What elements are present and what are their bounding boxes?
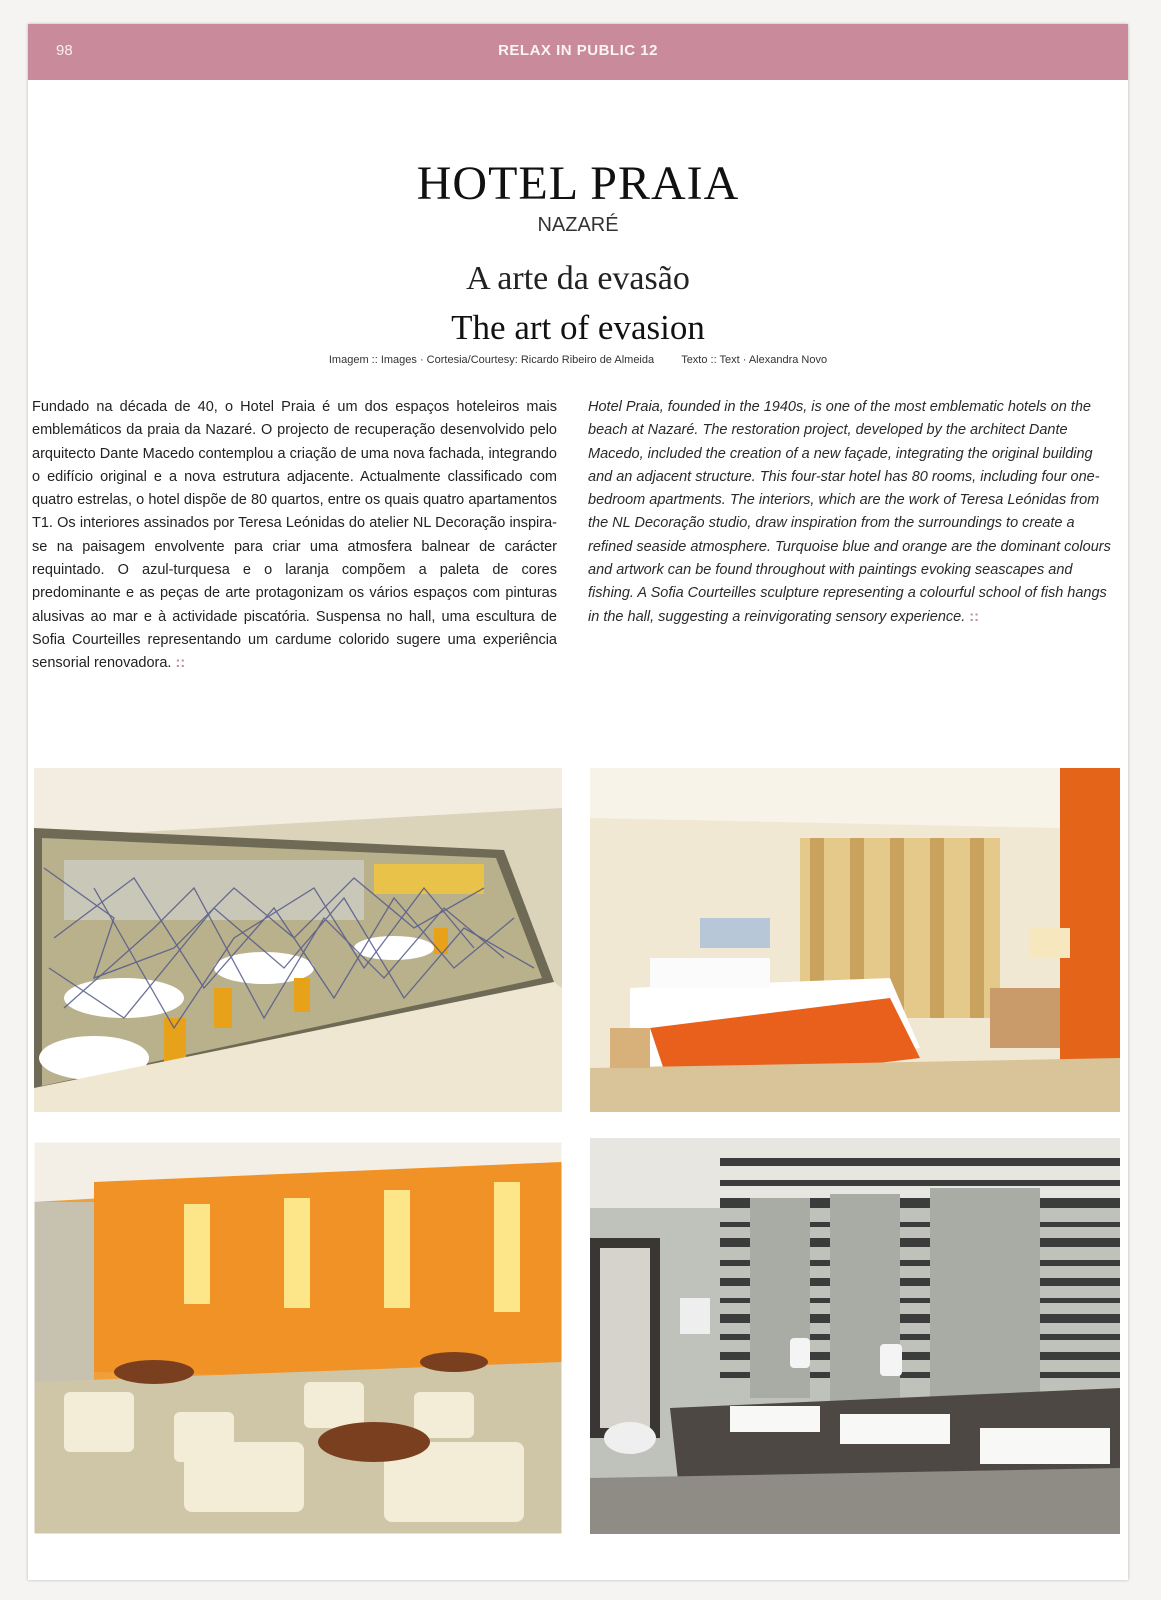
end-mark-en: :: <box>969 608 979 625</box>
body-en-text: Hotel Praia, founded in the 1940s, is one of the most emblematic hotels on the beach at Nazaré. The restoration project, developed by the architect Dante Macedo, included the creation of a new façade, integrating the original building and an adjacent structure. This four-star hotel has 80 rooms, including four one-bedroom apartments. The interiors, which are the work of Teresa Leónidas from the NL Decoração studio, draw inspiration from the surroundings to create a refined seaside atmosphere. Turquoise blue and orange are the dominant colours and artwork can be found throughout with paintings evoking seascapes and fishing. A Sofia Courteilles sculpture representing a colourful school of fish hangs in the hall, suggesting a reinvigorating sensory experience. <box>588 399 1111 625</box>
text-credits: Texto :: Text · Alexandra Novo <box>681 354 828 366</box>
magazine-page <box>28 24 1128 1580</box>
lounge-photo <box>34 1142 562 1534</box>
bathroom-photo <box>590 1138 1120 1534</box>
section-title: RELAX IN PUBLIC 12 <box>498 42 658 59</box>
body-text-english <box>588 396 1120 629</box>
body-pt-text: Fundado na década de 40, o Hotel Praia é um dos espaços hoteleiros mais emblemáticos da praia da Nazaré. O projecto de recuperação desenvolvido pelo arquitecto Dante Macedo contemplou a criação de uma nova fachada, integrando o edifício original e a nova estrutura adjacente. Actualmente classificado com quatro estrelas, o hotel dispõe de 80 quartos, entre os quais quatro apartamentos T1. Os interiores assinados por Teresa Leónidas do atelier NL Decoração inspira-se na paisagem envolvente para criar uma atmosfera balnear de carácter requintado. O azul-turquesa e o laranja compõem a paleta de cores predominante e as peças de arte protagonizam os vários espaços com pinturas alusivas ao mar e à actividade piscatória. Suspensa no hall, uma escultura de Sofia Courteilles representando um cardume colorido sugere uma experiência sensorial renovadora. <box>32 399 557 672</box>
bedroom-photo <box>590 768 1120 1112</box>
credits-line <box>28 354 1128 366</box>
body-text-portuguese <box>32 396 557 676</box>
subtitle-english: The art of evasion <box>451 308 705 347</box>
end-mark-pt: :: <box>175 655 186 672</box>
header-bar <box>28 24 1128 80</box>
article-title: HOTEL PRAIA <box>416 157 740 210</box>
subtitle-portuguese: A arte da evasão <box>466 260 690 297</box>
page-number: 98 <box>56 42 73 59</box>
image-credits: Imagem :: Images · Cortesia/Courtesy: Ricardo Ribeiro de Almeida <box>328 354 655 366</box>
restaurant-photo <box>34 768 562 1112</box>
article-location: NAZARÉ <box>537 214 619 236</box>
